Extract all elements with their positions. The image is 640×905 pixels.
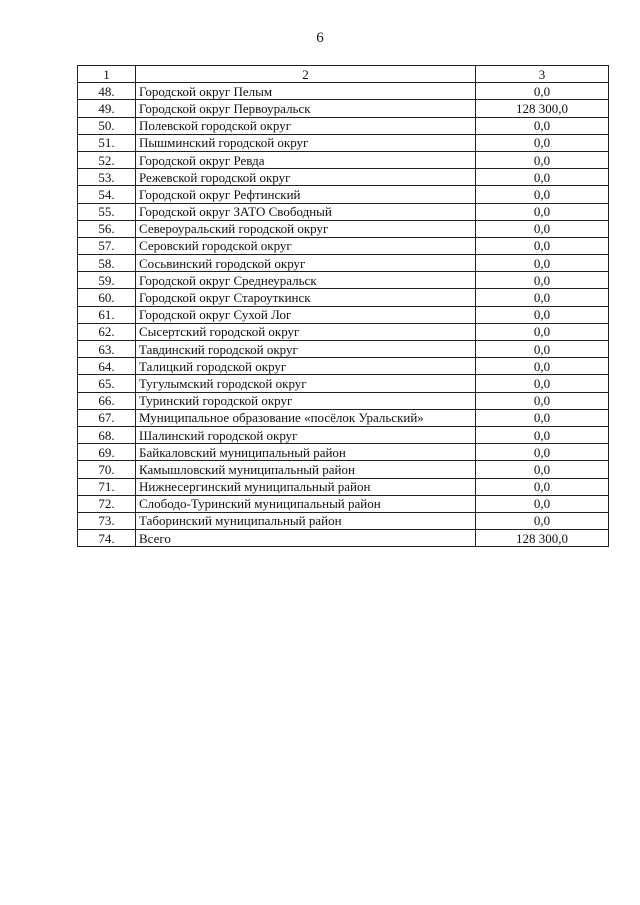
table-row <box>78 186 609 203</box>
amount-cell: 0,0 <box>476 151 609 168</box>
row-number-cell: 52. <box>78 151 136 168</box>
municipality-name-cell: Тугулымский городской округ <box>136 375 476 392</box>
table-row <box>78 220 609 237</box>
municipality-name-cell: Городской округ Староуткинск <box>136 289 476 306</box>
municipality-name-cell: Режевской городской округ <box>136 169 476 186</box>
municipality-name-cell: Туринский городской округ <box>136 392 476 409</box>
row-number-cell: 55. <box>78 203 136 220</box>
amount-cell: 0,0 <box>476 289 609 306</box>
table-row <box>78 169 609 186</box>
row-number-cell: 66. <box>78 392 136 409</box>
table-row <box>78 323 609 340</box>
municipality-name-cell: Слободо-Туринский муниципальный район <box>136 495 476 512</box>
table-row <box>78 134 609 151</box>
row-number-cell: 63. <box>78 341 136 358</box>
amount-cell: 0,0 <box>476 478 609 495</box>
municipality-name-cell: Байкаловский муниципальный район <box>136 444 476 461</box>
amount-cell: 0,0 <box>476 358 609 375</box>
row-number-cell: 60. <box>78 289 136 306</box>
row-number-cell: 51. <box>78 134 136 151</box>
municipality-name-cell: Городской округ Ревда <box>136 151 476 168</box>
row-number-cell: 71. <box>78 478 136 495</box>
column-header-value: 3 <box>476 66 609 83</box>
row-number-cell: 62. <box>78 323 136 340</box>
municipality-name-cell: Североуральский городской округ <box>136 220 476 237</box>
column-header-number: 1 <box>78 66 136 83</box>
table-row <box>78 255 609 272</box>
table-row <box>78 306 609 323</box>
amount-cell: 0,0 <box>476 323 609 340</box>
table-row <box>78 203 609 220</box>
row-number-cell: 67. <box>78 409 136 426</box>
row-number-cell: 59. <box>78 272 136 289</box>
amount-cell: 128 300,0 <box>476 100 609 117</box>
amount-cell: 0,0 <box>476 512 609 529</box>
municipality-name-cell: Всего <box>136 530 476 547</box>
row-number-cell: 73. <box>78 512 136 529</box>
table-header-row <box>78 66 609 83</box>
row-number-cell: 68. <box>78 426 136 443</box>
table-row <box>78 495 609 512</box>
amount-cell: 0,0 <box>476 461 609 478</box>
municipality-name-cell: Городской округ Первоуральск <box>136 100 476 117</box>
table-row <box>78 375 609 392</box>
municipality-name-cell: Талицкий городской округ <box>136 358 476 375</box>
municipality-name-cell: Камышловский муниципальный район <box>136 461 476 478</box>
amount-cell: 0,0 <box>476 220 609 237</box>
table-row <box>78 100 609 117</box>
row-number-cell: 65. <box>78 375 136 392</box>
municipality-name-cell: Городской округ Среднеуральск <box>136 272 476 289</box>
table-row <box>78 530 609 547</box>
amount-cell: 0,0 <box>476 444 609 461</box>
municipality-name-cell: Городской округ Рефтинский <box>136 186 476 203</box>
amount-cell: 0,0 <box>476 341 609 358</box>
municipality-name-cell: Тавдинский городской округ <box>136 341 476 358</box>
row-number-cell: 48. <box>78 83 136 100</box>
municipality-name-cell: Муниципальное образование «посёлок Уральский» <box>136 409 476 426</box>
table-row <box>78 358 609 375</box>
amount-cell: 0,0 <box>476 134 609 151</box>
table-row <box>78 512 609 529</box>
amount-cell: 0,0 <box>476 272 609 289</box>
table-row <box>78 117 609 134</box>
municipality-name-cell: Пышминский городской округ <box>136 134 476 151</box>
municipality-name-cell: Серовский городской округ <box>136 237 476 254</box>
table-row <box>78 289 609 306</box>
page-number: 6 <box>316 30 324 46</box>
row-number-cell: 54. <box>78 186 136 203</box>
municipality-name-cell: Городской округ ЗАТО Свободный <box>136 203 476 220</box>
municipality-name-cell: Городской округ Сухой Лог <box>136 306 476 323</box>
row-number-cell: 56. <box>78 220 136 237</box>
amount-cell: 0,0 <box>476 495 609 512</box>
amount-cell: 128 300,0 <box>476 530 609 547</box>
amount-cell: 0,0 <box>476 375 609 392</box>
table-row <box>78 237 609 254</box>
table-row <box>78 409 609 426</box>
row-number-cell: 70. <box>78 461 136 478</box>
row-number-cell: 64. <box>78 358 136 375</box>
row-number-cell: 61. <box>78 306 136 323</box>
municipality-name-cell: Нижнесергинский муниципальный район <box>136 478 476 495</box>
amount-cell: 0,0 <box>476 255 609 272</box>
table-row <box>78 151 609 168</box>
municipality-name-cell: Таборинский муниципальный район <box>136 512 476 529</box>
table-row <box>78 461 609 478</box>
row-number-cell: 74. <box>78 530 136 547</box>
amount-cell: 0,0 <box>476 306 609 323</box>
amount-cell: 0,0 <box>476 237 609 254</box>
amount-cell: 0,0 <box>476 409 609 426</box>
municipality-name-cell: Сысертский городской округ <box>136 323 476 340</box>
row-number-cell: 58. <box>78 255 136 272</box>
table-row <box>78 392 609 409</box>
amount-cell: 0,0 <box>476 392 609 409</box>
amount-cell: 0,0 <box>476 426 609 443</box>
table-row <box>78 272 609 289</box>
row-number-cell: 50. <box>78 117 136 134</box>
row-number-cell: 53. <box>78 169 136 186</box>
municipality-name-cell: Городской округ Пелым <box>136 83 476 100</box>
table-body <box>78 83 609 547</box>
municipality-name-cell: Полевской городской округ <box>136 117 476 134</box>
column-header-name: 2 <box>136 66 476 83</box>
table-row <box>78 83 609 100</box>
row-number-cell: 57. <box>78 237 136 254</box>
table-row <box>78 341 609 358</box>
table-row <box>78 426 609 443</box>
table-row <box>78 444 609 461</box>
amount-cell: 0,0 <box>476 203 609 220</box>
amount-cell: 0,0 <box>476 117 609 134</box>
row-number-cell: 72. <box>78 495 136 512</box>
allocation-table <box>77 65 609 547</box>
amount-cell: 0,0 <box>476 83 609 100</box>
amount-cell: 0,0 <box>476 169 609 186</box>
row-number-cell: 49. <box>78 100 136 117</box>
table-row <box>78 478 609 495</box>
municipality-name-cell: Сосьвинский городской округ <box>136 255 476 272</box>
municipality-name-cell: Шалинский городской округ <box>136 426 476 443</box>
row-number-cell: 69. <box>78 444 136 461</box>
amount-cell: 0,0 <box>476 186 609 203</box>
